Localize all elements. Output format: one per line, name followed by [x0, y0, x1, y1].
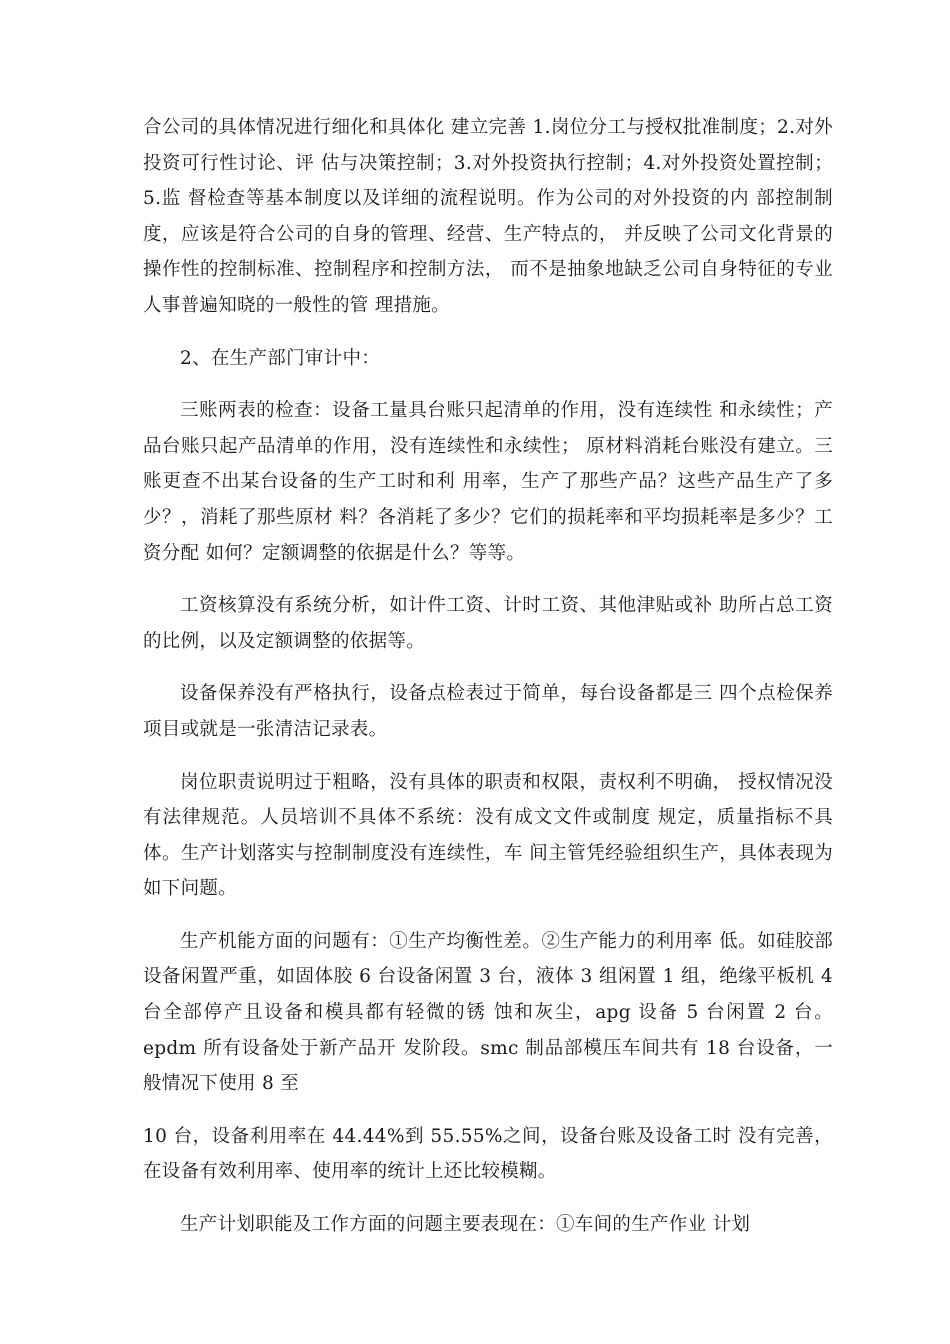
paragraph-equipment-maintenance: 设备保养没有严格执行，设备点检表过于简单，每台设备都是三 四个点检保养项目或就是一张清洁记录表。: [143, 683, 833, 740]
paragraph-production-planning: 生产计划职能及工作方面的问题主要表现在：①车间的生产作业 计划: [180, 1214, 751, 1236]
paragraph-investment-controls: 合公司的具体情况进行细化和具体化 建立完善 1.岗位分工与授权批准制度；2.对外投资可行性讨论、评 估与决策控制；3.对外投资执行控制；4.对外投资处置控制；5.监 督检查等基本制度以及详细的流程说明。作为公司的对外投资的内 部控制制度，应该是符合公司的自身的管理、经营、生产特点的， 并反映了公司文化背景的操作性的控制标准、控制程序和控制方法， 而不是抽象地缺乏公司自身特征的专业人事普遍知晓的一般性的管 理措施。: [143, 117, 833, 316]
paragraph-production-audit-heading: 2、在生产部门审计中：: [180, 347, 381, 369]
paragraph-wage-accounting: 工资核算没有系统分析，如计件工资、计时工资、其他津贴或补 助所占总工资的比例，以及定额调整的依据等。: [143, 595, 833, 652]
document-body: [143, 110, 833, 1243]
paragraph-equipment-utilization: 10 台，设备利用率在 44.44%到 55.55%之间，设备台账及设备工时 没有完善，在设备有效利用率、使用率的统计上还比较模糊。: [143, 1125, 833, 1183]
paragraph-ledger-inspection: 三账两表的检查：设备工量具台账只起清单的作用，没有连续性 和永续性；产品台账只起产品清单的作用，没有连续性和永续性； 原材料消耗台账没有建立。三账更查不出某台设备的生产工时和利 用率，生产了那些产品？这些产品生产了多少？，消耗了那些原材 料？各消耗了多少？它们的损耗率和平均损耗率是多少？工资分配 如何？定额调整的依据是什么？等等。: [143, 400, 833, 564]
paragraph-job-responsibilities: 岗位职责说明过于粗略，没有具体的职责和权限，责权利不明确， 授权情况没有法律规范。人员培训不具体不系统：没有成文文件或制度 规定，质量指标不具体。生产计划落实与控制制度没有连续性，车 间主管凭经验组织生产，具体表现为如下问题。: [143, 771, 833, 900]
paragraph-production-capacity: 生产机能方面的问题有：①生产均衡性差。②生产能力的利用率 低。如硅胶部设备闲置严重，如固体胶 6 台设备闲置 3 台，液体 3 组闲置 1 组，绝缘平板机 4 台全部停产且设备和模具都有轻微的锈 蚀和灰尘，apg 设备 5 台闲置 2 台。epdm 所有设备处于新产品开 发阶段。smc 制品部模压车间共有 18 台设备，一般情况下使用 8 至: [143, 930, 833, 1095]
